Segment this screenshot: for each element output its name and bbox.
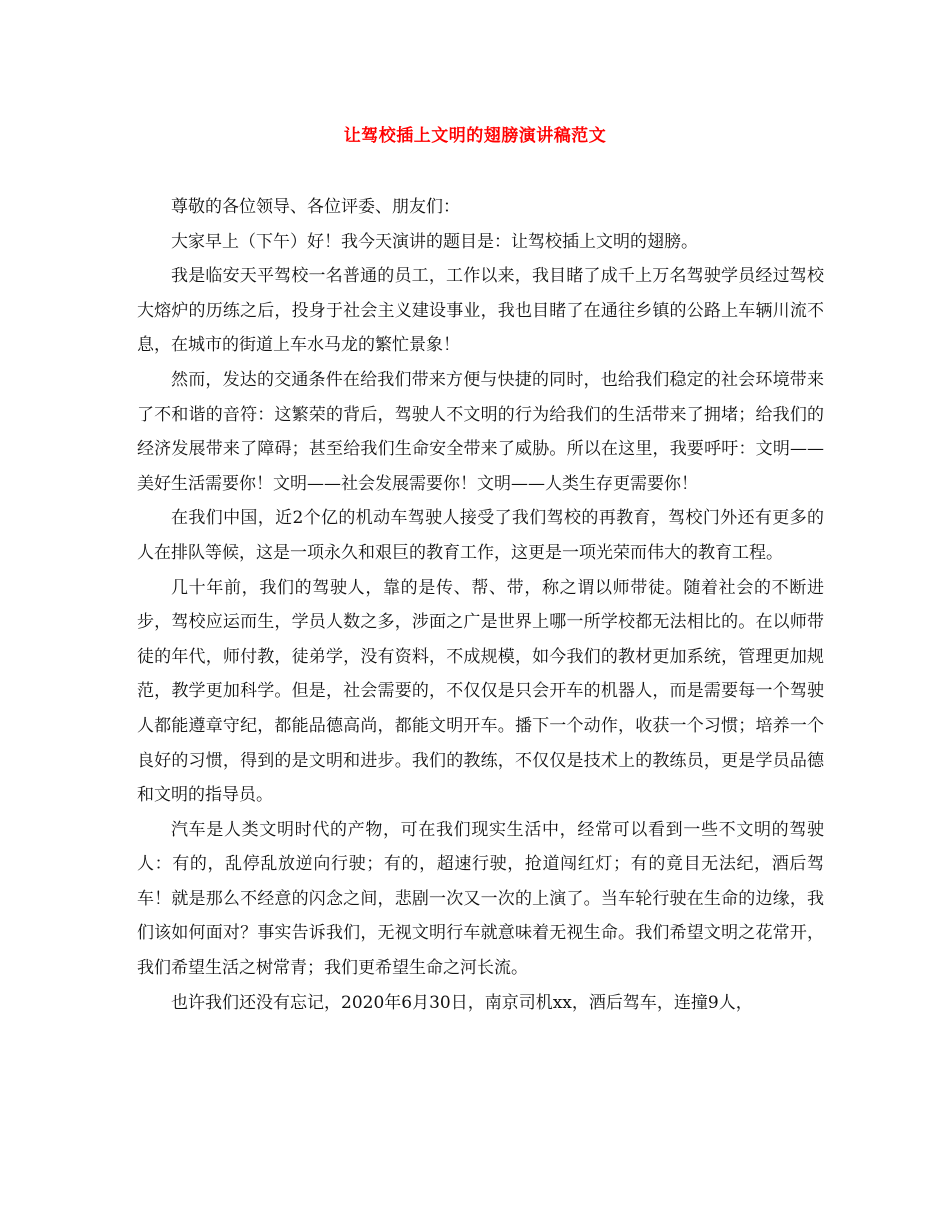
document-body [137,190,824,1020]
paragraph: 在我们中国，近2个亿的机动车驾驶人接受了我们驾校的再教育，驾校门外还有更多的人在排队等候，这是一项永久和艰巨的教育工作，这更是一项光荣而伟大的教育工程。 [137,508,824,563]
paragraph: 然而，发达的交通条件在给我们带来方便与快捷的同时，也给我们稳定的社会环境带来了不和谐的音符：这繁荣的背后，驾驶人不文明的行为给我们的生活带来了拥堵；给我们的经济发展带来了障碍；甚至给我们生命安全带来了威胁。所以在这里，我要呼吁：文明——美好生活需要你！文明——社会发展需要你！文明——人类生存更需要你！ [137,369,824,494]
paragraph-salutation: 尊敬的各位领导、各位评委、朋友们： [171,197,460,217]
paragraph: 也许我们还没有忘记，2020年6月30日，南京司机xx，酒后驾车，连撞9人， [171,992,753,1013]
document-title: 让驾校插上文明的翅膀演讲稿范文 [343,126,607,146]
paragraph: 几十年前，我们的驾驶人，靠的是传、帮、带，称之谓以师带徒。随着社会的不断进步，驾校应运而生，学员人数之多，涉面之广是世界上哪一所学校都无法相比的。在以师带徒的年代，师付教，徒弟学，没有资料，不成规模，如今我们的教材更加系统，管理更加规范，教学更加科学。但是，社会需要的，不仅仅是只会开车的机器人，而是需要每一个驾驶人都能遵章守纪，都能品德高尚，都能文明开车。播下一个动作，收获一个习惯；培养一个良好的习惯，得到的是文明和进步。我们的教练，不仅仅是技术上的教练员，更是学员品德和文明的指导员。 [137,577,824,806]
paragraph: 汽车是人类文明时代的产物，可在我们现实生活中，经常可以看到一些不文明的驾驶人：有的，乱停乱放逆向行驶；有的，超速行驶，抢道闯红灯；有的竟目无法纪，酒后驾车！就是那么不经意的闪念之间，悲剧一次又一次的上演了。当车轮行驶在生命的边缘，我们该如何面对？事实告诉我们，无视文明行车就意味着无视生命。我们希望文明之花常开，我们希望生活之树常青；我们更希望生命之河长流。 [137,819,824,979]
paragraph-greeting: 大家早上（下午）好！我今天演讲的题目是：让驾校插上文明的翅膀。 [171,231,698,252]
paragraph: 我是临安天平驾校一名普通的员工，工作以来，我目睹了成千上万名驾驶学员经过驾校大熔炉的历练之后，投身于社会主义建设事业，我也目睹了在通往乡镇的公路上车辆川流不息，在城市的街道上车水马龙的繁忙景象！ [137,266,824,356]
